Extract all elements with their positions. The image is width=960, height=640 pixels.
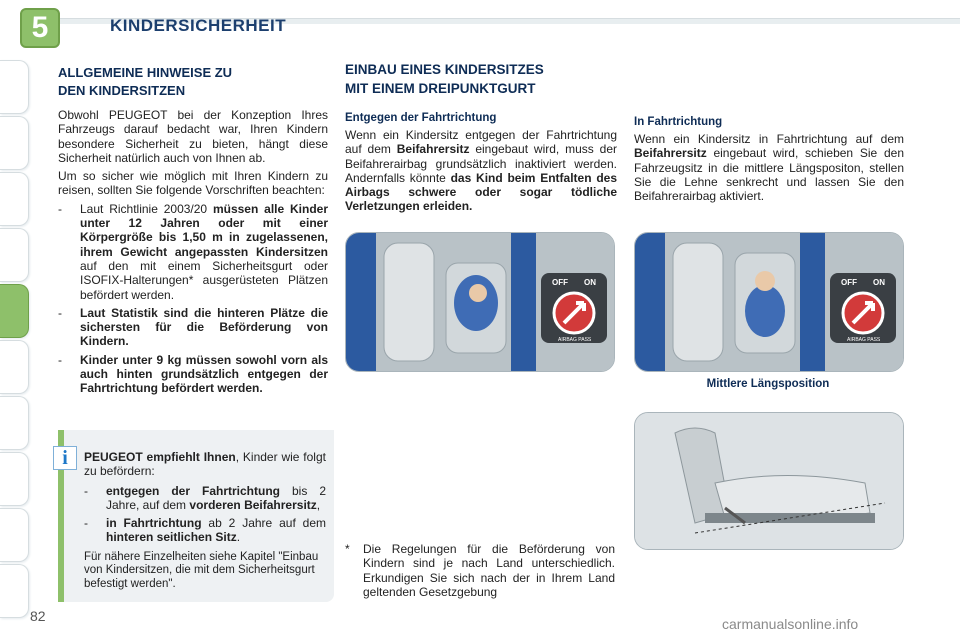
middle-column — [345, 60, 617, 214]
right-subheading: In Fahrtrichtung — [634, 116, 723, 128]
right-para: Wenn ein Kindersitz in Fahrtrichtung auf dem Beifahrersitz eingebaut wird, schieben Sie den Fahrzeugsitz in die mittlere Längspositon, stellen Sie die Lehne senkrecht und lassen Sie den Beifahrerairbag aktiviert. — [634, 132, 904, 204]
left-column — [58, 64, 328, 396]
left-para1: Obwohl PEUGEOT bei der Konzeption Ihres Fahrzeugs darauf bedacht war, Ihren Kindern besondere Sicherheit zu bieten, hängt diese Sicherheit natürlich auch von Ihnen ab. — [58, 108, 328, 165]
side-tab-5-active[interactable] — [0, 284, 29, 338]
left-para2: Um so sicher wie möglich mit Ihren Kindern zu reisen, sollten Sie folgende Vorschriften beachten: — [58, 169, 328, 198]
rear-facing-seat-illustration — [345, 232, 615, 372]
right-column — [634, 116, 904, 203]
airbag-off-label: OFF — [841, 278, 857, 287]
chapter-title: KINDERSICHERHEIT — [110, 16, 287, 35]
watermark: carmanualsonline.info — [722, 616, 859, 632]
middle-subheading: Entgegen der Fahrtrichtung — [345, 112, 497, 124]
middle-heading: EINBAU EINES KINDERSITZES MIT EINEM DREIPUNKTGURT — [345, 62, 544, 96]
list-item: - entgegen der Fahrtrichtung bis 2 Jahre, auf dem vorderen Beifahrersitz, — [84, 483, 326, 512]
info-intro: PEUGEOT empfiehlt Ihnen, Kinder wie folgt zu befördern: — [84, 450, 326, 479]
side-tab-9[interactable] — [0, 508, 29, 562]
airbag-on-label: ON — [584, 278, 596, 287]
footnote: * Die Regelungen für die Beförderung von Kindern sind je nach Land unterschiedlich. Erkundigen Sie sich nach der in Ihrem Land geltenden Gesetzgebung — [345, 542, 615, 599]
middle-para: Wenn ein Kindersitz entgegen der Fahrtrichtung auf dem Beifahrersitz eingebaut wird, muss der Beifahrerairbag grundsätzlich inaktiviert werden. Andernfalls könnte das Kind beim Entfalten des Airbags schwere oder sogar tödliche Verletzungen erleiden. — [345, 128, 617, 214]
airbag-pass-label: AIRBAG PASS — [558, 337, 592, 343]
side-tab-4[interactable] — [0, 228, 29, 282]
chapter-number-badge: 5 — [20, 8, 60, 48]
airbag-on-label: ON — [873, 278, 885, 287]
left-heading: ALLGEMEINE HINWEISE ZU DEN KINDERSITZEN — [58, 65, 233, 98]
figure-caption: Mittlere Längsposition — [706, 378, 830, 390]
forward-facing-seat-illustration — [634, 232, 904, 372]
list-item: - Laut Richtlinie 2003/20 müssen alle Kinder unter 12 Jahren oder mit einer Körpergröße bis 1,50 m in zugelassenen, ihrem Gewicht angepassten Kindersitzen auf den mit einem Sicherheitsgurt oder ISOFIX-Halterungen* ausgerüsteten Plätzen befördert werden. — [58, 201, 329, 302]
page-number: 82 — [30, 608, 46, 624]
seat-position-illustration — [634, 412, 904, 550]
airbag-pass-label: AIRBAG PASS — [847, 337, 881, 343]
side-tab-1[interactable] — [0, 60, 29, 114]
list-item: - in Fahrtrichtung ab 2 Jahre auf dem hinteren seitlichen Sitz. — [84, 516, 327, 545]
info-box — [58, 430, 334, 602]
side-tab-3[interactable] — [0, 172, 29, 226]
side-tab-6[interactable] — [0, 340, 29, 394]
airbag-off-label: OFF — [552, 278, 568, 287]
info-icon: i — [53, 446, 77, 470]
side-tab-2[interactable] — [0, 116, 29, 170]
list-item: - Laut Statistik sind die hinteren Plätze die sichersten für die Beförderung von Kindern. — [58, 305, 328, 349]
info-content — [84, 450, 326, 591]
side-tab-10[interactable] — [0, 564, 29, 618]
list-item: - Kinder unter 9 kg müssen sowohl vorn als auch hinten grundsätzlich entgegen der Fahrtrichtung befördert werden. — [58, 352, 328, 396]
side-tab-8[interactable] — [0, 452, 29, 506]
info-note: Für nähere Einzelheiten siehe Kapitel "Einbau von Kindersitzen, die mit dem Sicherheitsgurt befestigt werden". — [84, 550, 319, 590]
side-tab-7[interactable] — [0, 396, 29, 450]
